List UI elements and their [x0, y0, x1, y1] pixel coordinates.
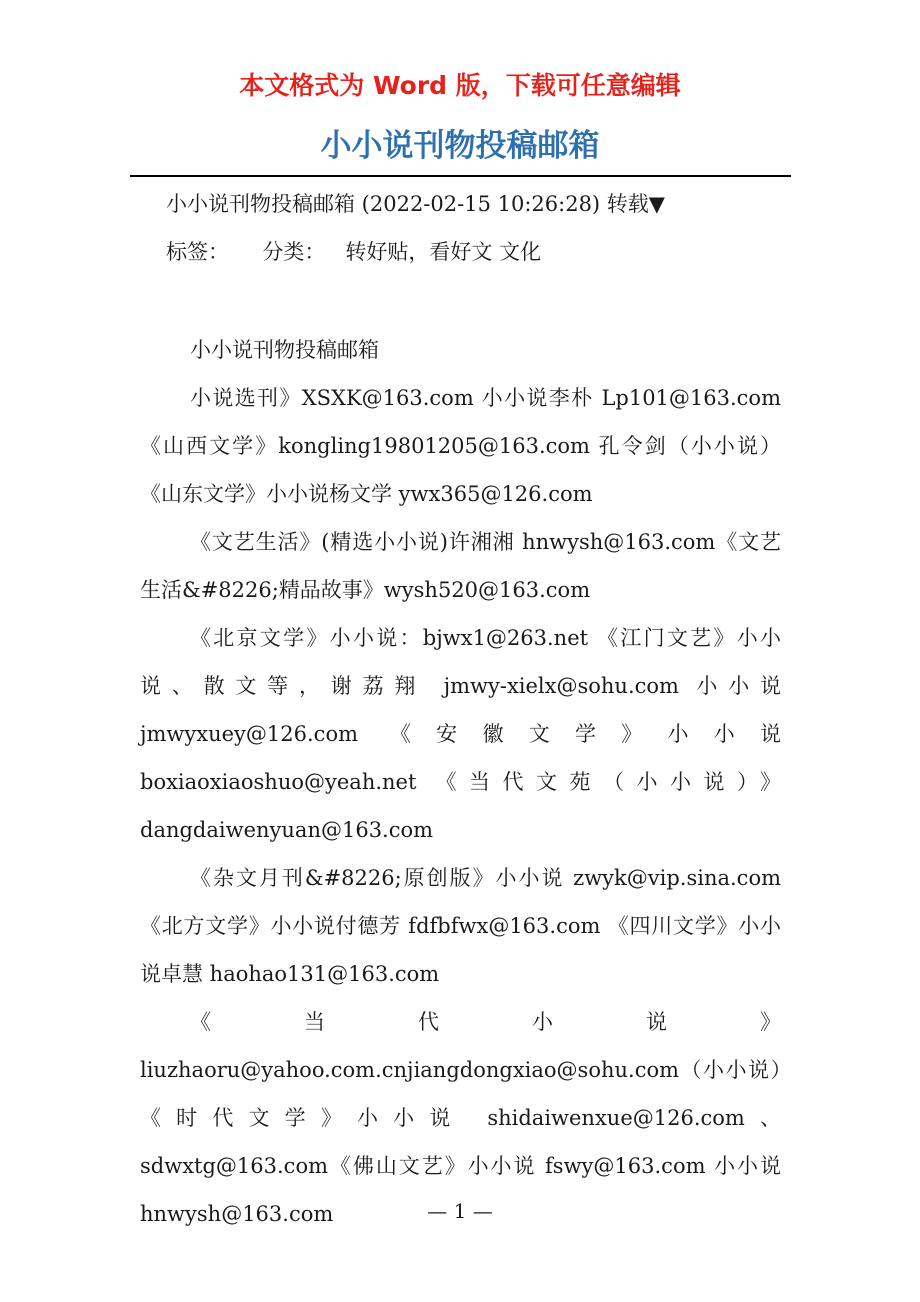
article-body — [140, 326, 781, 1238]
category-value: 转好贴，看好文 文化 — [345, 240, 542, 264]
paragraph: 《文艺生活》(精选小小说)许湘湘 hnwysh@163.com《文艺生活&#8226;精品故事》wysh520@163.com — [140, 530, 781, 602]
post-meta-line: 小小说刊物投稿邮箱 (2022-02-15 10:26:28) 转载▼ — [166, 192, 665, 216]
paragraph: 《杂文月刊&#8226;原创版》小小说 zwyk@vip.sina.com《北方文学》小小说付德芳 fdfbfwx@163.com 《四川文学》小小说卓慧 haohao131@163.com — [140, 866, 781, 986]
paragraph: 小说选刊》XSXK@163.com 小小说李朴 Lp101@163.com《山西文学》kongling19801205@163.com 孔令剑（小小说）《山东文学》小小说杨文学 ywx365@126.com — [140, 386, 781, 506]
format-banner: 本文格式为 Word 版，下载可任意编辑 — [239, 71, 681, 100]
paragraph: 小小说刊物投稿邮箱 — [190, 338, 379, 362]
page-title: 小小说刊物投稿邮箱 — [320, 128, 600, 164]
paragraph: 《北京文学》小小说：bjwx1@263.net 《江门文艺》小小说、散文等，谢荔翔 jmwy-xielx@sohu.com 小小说 jmwyxuey@126.com 《安徽文学》小小说 boxiaoxiaoshuo@yeah.net 《当代文苑（小小说）》dangdaiwenyuan@163.com — [140, 626, 781, 842]
page-number: — 1 — — [427, 1199, 493, 1223]
category-label: 分类： — [262, 240, 326, 264]
tags-label: 标签： — [166, 240, 229, 264]
title-divider — [130, 175, 791, 177]
tags-line — [166, 237, 541, 267]
paragraph: 《当代小说》liuzhaoru@yahoo.com.cnjiangdongxiao@sohu.com（小小说）《时代文学》小小说 shidaiwenxue@126.com、sdwxtg@163.com《佛山文艺》小小说 fswy@163.com 小小说 hnwysh@163.com — [140, 1010, 781, 1226]
